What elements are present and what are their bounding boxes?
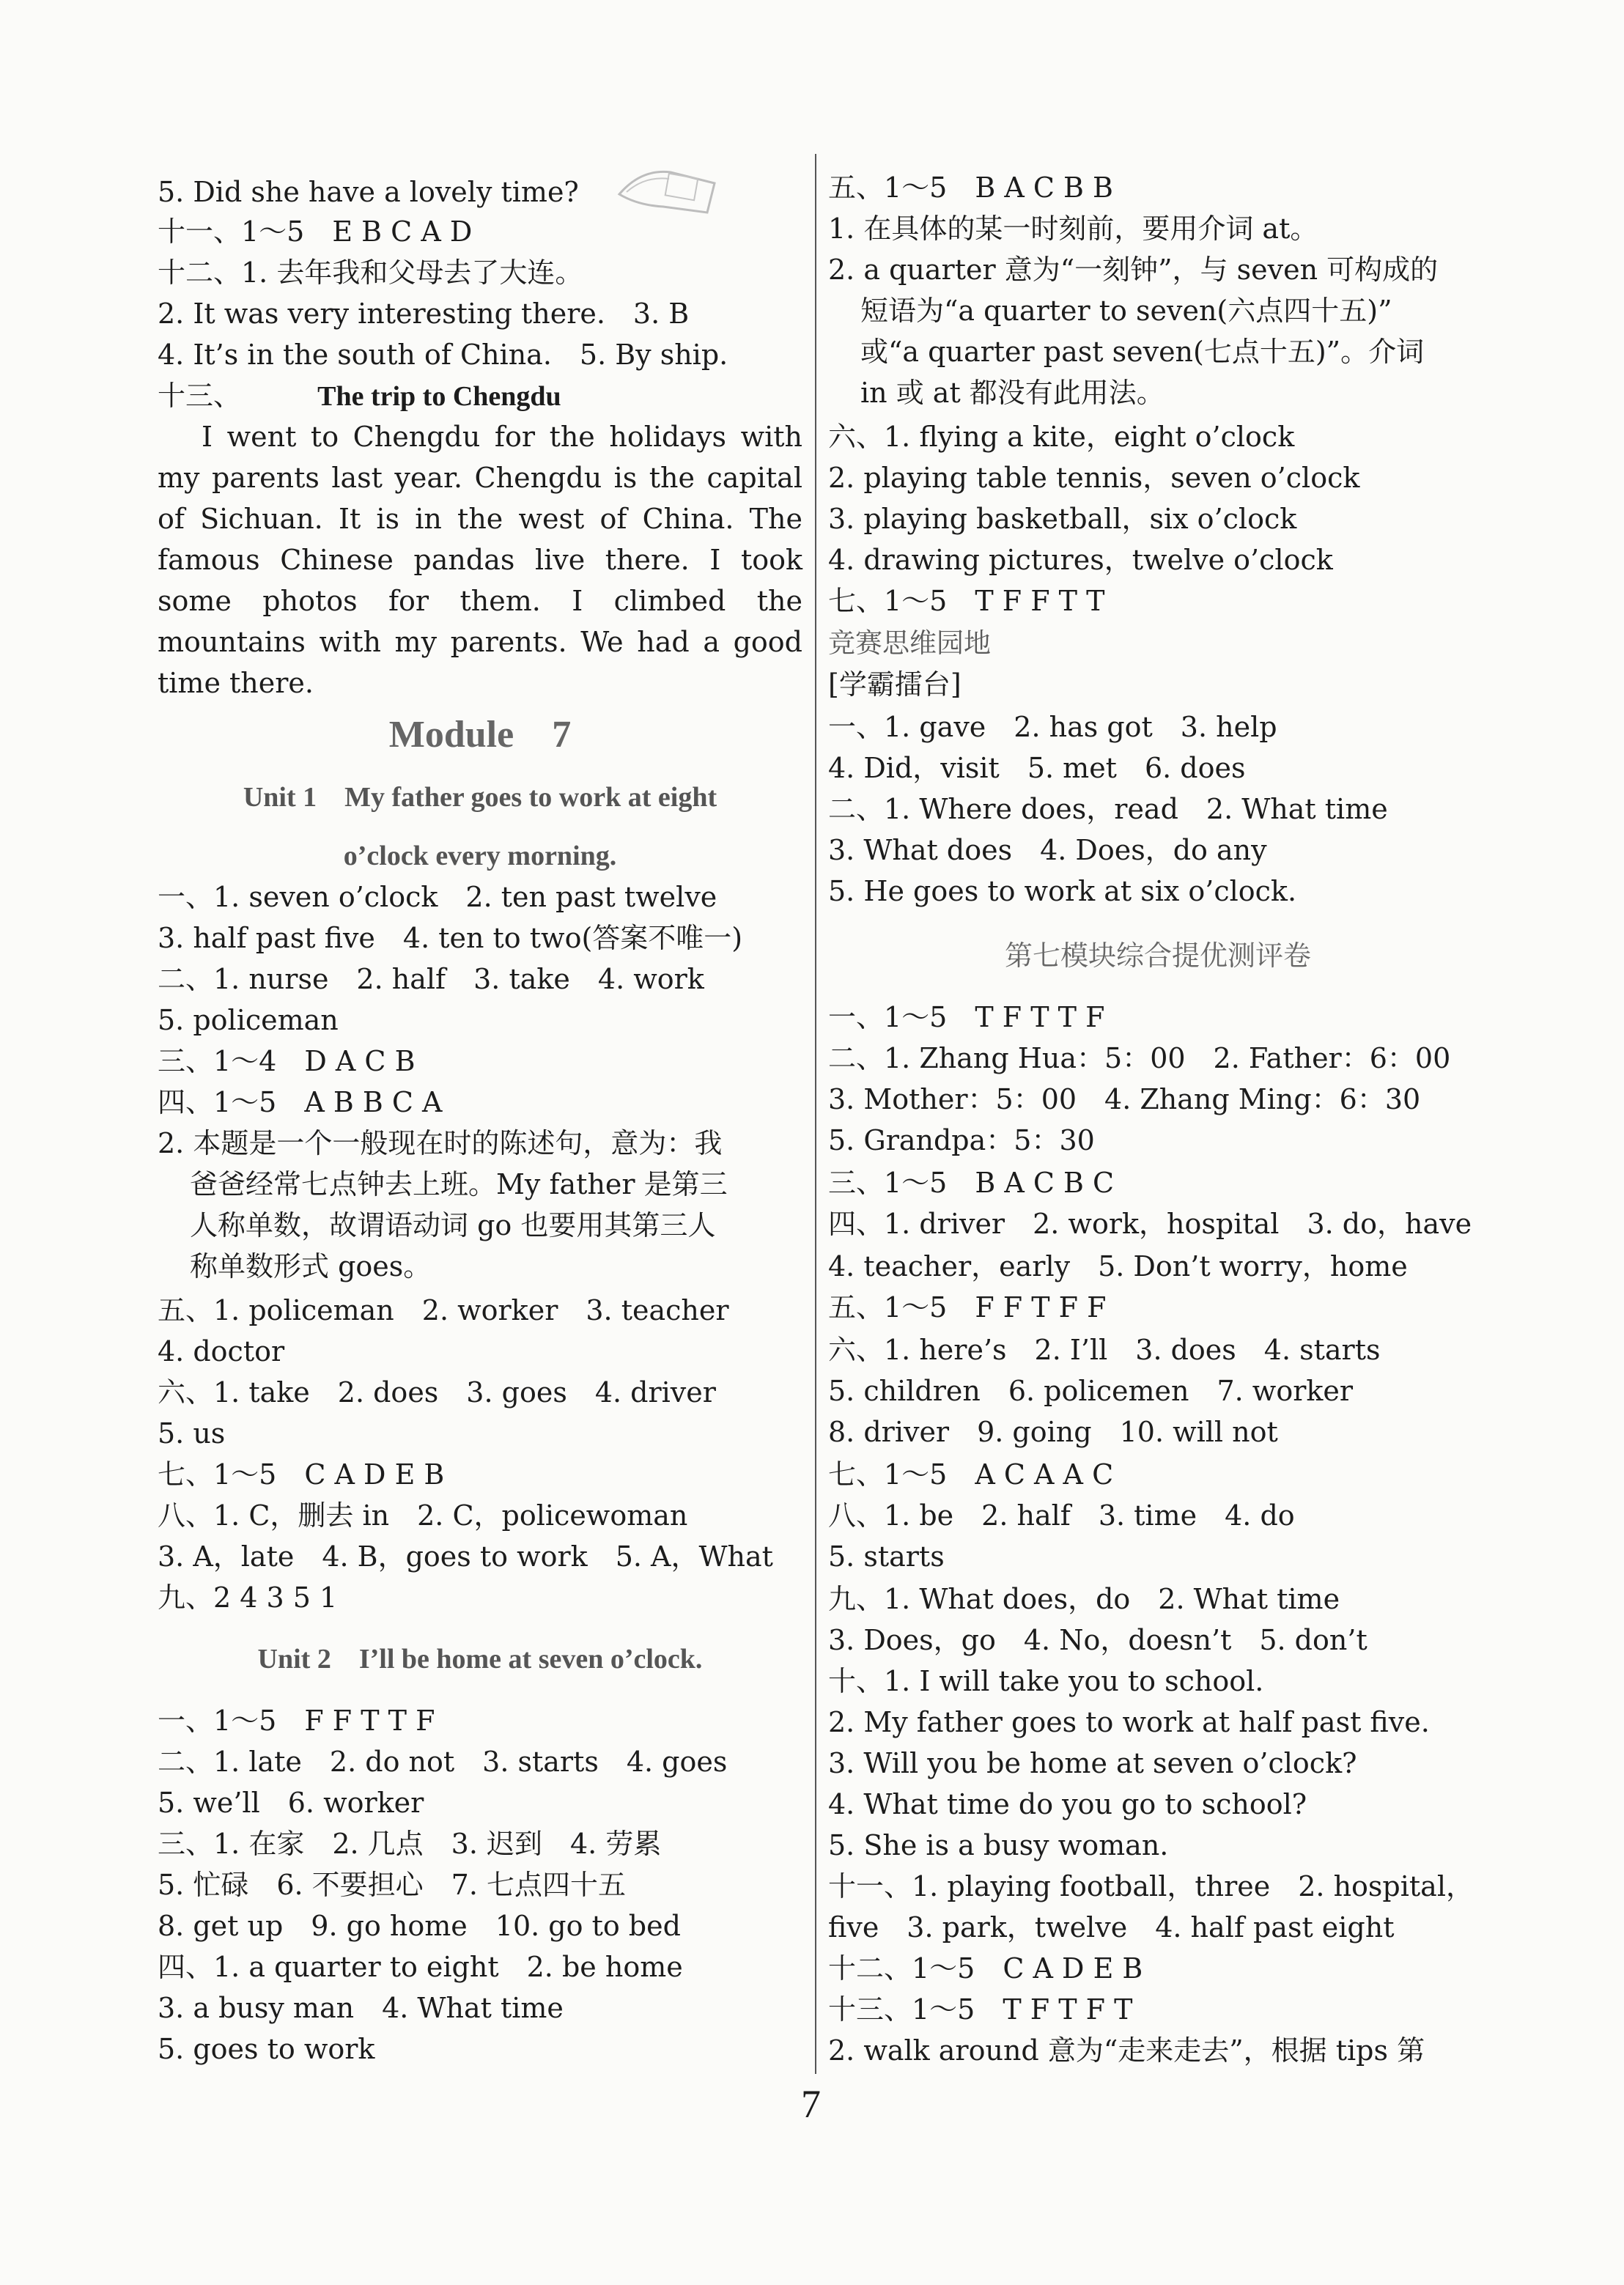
answer-line: 二、1. nurse 2. half 3. take 4. work <box>158 963 704 995</box>
answer-line: 5. we’ll 6. worker <box>158 1787 424 1819</box>
answer-line: 5. children 6. policemen 7. worker <box>828 1375 1354 1407</box>
answer-line: five 3. park，twelve 4. half past eight <box>828 1911 1395 1943</box>
answer-line: 十二、1. 去年我和父母去了大连。 <box>158 256 583 289</box>
answer-line: 5. starts <box>828 1540 945 1573</box>
answer-line: 短语为“a quarter to seven(六点四十五)” <box>860 295 1392 327</box>
answer-line: 5. policeman <box>158 1004 339 1036</box>
answer-line: 2. a quarter 意为“一刻钟”，与 seven 可构成的 <box>828 254 1439 286</box>
answer-line: 3. half past five 4. ten to two(答案不唯一) <box>158 922 743 954</box>
essay-line: my parents last year. Chengdu is the capital <box>158 462 802 494</box>
watermark-stamp-icon <box>612 154 722 224</box>
answer-line: 八、1. C，删去 in 2. C，policewoman <box>158 1499 688 1532</box>
answer-line: 二、1. Where does，read 2. What time <box>828 793 1388 825</box>
essay-line: some photos for them. I climbed the <box>158 585 802 617</box>
essay-heading-row <box>158 375 561 416</box>
answer-line: 七、1～5 T F F T T <box>828 585 1105 617</box>
answer-line: 五、1～5 B A C B B <box>828 171 1113 204</box>
answer-line: 4. What time do you go to school? <box>828 1788 1307 1820</box>
answer-line: 四、1. a quarter to eight 2. be home <box>158 1951 683 1983</box>
answer-line: 5. 忙碌 6. 不要担心 7. 七点四十五 <box>158 1869 627 1901</box>
answer-line: 六、1. take 2. does 3. goes 4. driver <box>158 1376 716 1409</box>
answer-line: 1. 在具体的某一时刻前，要用介词 at。 <box>828 213 1318 245</box>
answer-line: 5. us <box>158 1417 226 1450</box>
answer-line: 8. driver 9. going 10. will not <box>828 1416 1278 1448</box>
answer-line: 二、1. Zhang Hua：5：00 2. Father：6：00 <box>828 1042 1451 1074</box>
answer-line: 8. get up 9. go home 10. go to bed <box>158 1910 681 1942</box>
answer-line: 2. My father goes to work at half past five. <box>828 1706 1430 1738</box>
column-divider <box>815 154 816 2074</box>
unit-title: Unit 1 My father goes to work at eight <box>243 782 717 813</box>
answer-line: 3. A，late 4. B，goes to work 5. A，What <box>158 1540 773 1573</box>
answer-line: 或“a quarter past seven(七点十五)”。介词 <box>860 336 1425 368</box>
essay-line: of Sichuan. It is in the west of China. The <box>158 503 802 535</box>
answer-line: 一、1. seven o’clock 2. ten past twelve <box>158 881 717 913</box>
answer-line: 一、1～5 F F T T F <box>158 1705 435 1737</box>
answer-line: 2. walk around 意为“走来走去”，根据 tips 第 <box>828 2034 1425 2067</box>
answer-line: 2. playing table tennis，seven o’clock <box>828 462 1360 494</box>
answer-line: 十二、1～5 C A D E B <box>828 1952 1143 1985</box>
answer-line: 七、1～5 C A D E B <box>158 1458 445 1491</box>
answer-line: 4. It’s in the south of China. 5. By ship. <box>158 339 728 371</box>
answer-line: 二、1. late 2. do not 3. starts 4. goes <box>158 1746 728 1778</box>
essay-title: The trip to Chengdu <box>317 381 561 412</box>
answer-line: 称单数形式 goes。 <box>190 1250 432 1282</box>
answer-line: 4. drawing pictures，twelve o’clock <box>828 544 1333 576</box>
answer-line: 4. doctor <box>158 1335 285 1367</box>
answer-line: 八、1. be 2. half 3. time 4. do <box>828 1499 1295 1532</box>
section-number: 十三、 <box>158 380 242 412</box>
answer-line: 3. a busy man 4. What time <box>158 1992 564 2024</box>
answer-line: 4. teacher，early 5. Don’t worry，home <box>828 1250 1408 1282</box>
answer-line: 十一、1～5 E B C A D <box>158 215 473 248</box>
module-title: Module 7 <box>388 714 572 756</box>
answer-line: 十、1. I will take you to school. <box>828 1665 1264 1697</box>
answer-line: 六、1. here’s 2. I’ll 3. does 4. starts <box>828 1334 1381 1366</box>
unit-title: Unit 2 I’ll be home at seven o’clock. <box>257 1644 703 1675</box>
answer-line: 2. It was very interesting there. 3. B <box>158 298 690 330</box>
answer-line: 5. Grandpa：5：30 <box>828 1124 1095 1156</box>
answer-line: 四、1～5 A B B C A <box>158 1086 443 1118</box>
answer-line: 四、1. driver 2. work，hospital 3. do，have <box>828 1208 1472 1240</box>
answer-line: 3. playing basketball，six o’clock <box>828 503 1297 535</box>
answer-line: 七、1～5 A C A A C <box>828 1458 1114 1491</box>
answer-line: 人称单数，故谓语动词 go 也要用其第三人 <box>190 1209 716 1241</box>
answer-line: 九、1. What does，do 2. What time <box>828 1583 1340 1615</box>
answer-line: 3. Mother：5：00 4. Zhang Ming：6：30 <box>828 1083 1421 1115</box>
answer-line: 3. Does，go 4. No，doesn’t 5. don’t <box>828 1624 1368 1656</box>
answer-line: 三、1～4 D A C B <box>158 1045 416 1077</box>
test-paper-title: 第七模块综合提优测评卷 <box>1004 940 1311 972</box>
answer-line: 4. Did，visit 5. met 6. does <box>828 752 1246 784</box>
answer-line: 六、1. flying a kite，eight o’clock <box>828 421 1295 453</box>
section-heading: 竞赛思维园地 <box>828 627 991 659</box>
answer-line: 三、1～5 B A C B C <box>828 1167 1115 1199</box>
answer-line: 十三、1～5 T F T F T <box>828 1993 1133 2026</box>
answer-line: 5. She is a busy woman. <box>828 1829 1169 1861</box>
answer-line: 爸爸经常七点钟去上班。My father 是第三 <box>190 1168 728 1200</box>
essay-line: time there. <box>158 667 314 699</box>
answer-line: 5. goes to work <box>158 2033 375 2065</box>
answer-line: 5. He goes to work at six o’clock. <box>828 875 1297 907</box>
answer-line: 五、1～5 F F T F F <box>828 1291 1107 1324</box>
answer-line: 5. Did she have a lovely time? <box>158 176 579 208</box>
page-number: 7 <box>801 2082 821 2126</box>
subsection-heading: [学霸擂台] <box>828 668 962 701</box>
answer-line: 十一、1. playing football，three 2. hospital， <box>828 1870 1474 1902</box>
answer-line: 三、1. 在家 2. 几点 3. 迟到 4. 劳累 <box>158 1828 662 1860</box>
answer-line: in 或 at 都没有此用法。 <box>860 377 1165 409</box>
answer-line: 九、2 4 3 5 1 <box>158 1581 338 1614</box>
answer-line: 一、1～5 T F T T F <box>828 1001 1105 1033</box>
unit-title: o’clock every morning. <box>343 841 617 871</box>
essay-line: mountains with my parents. We had a good <box>158 626 802 658</box>
answer-line: 3. Will you be home at seven o’clock? <box>828 1747 1357 1779</box>
essay-line: famous Chinese pandas live there. I took <box>158 544 802 576</box>
answer-line: 2. 本题是一个一般现在时的陈述句，意为：我 <box>158 1127 723 1159</box>
essay-line: I went to Chengdu for the holidays with <box>202 421 802 453</box>
answer-line: 3. What does 4. Does，do any <box>828 834 1267 866</box>
answer-line: 五、1. policeman 2. worker 3. teacher <box>158 1294 729 1326</box>
answer-line: 一、1. gave 2. has got 3. help <box>828 711 1277 743</box>
